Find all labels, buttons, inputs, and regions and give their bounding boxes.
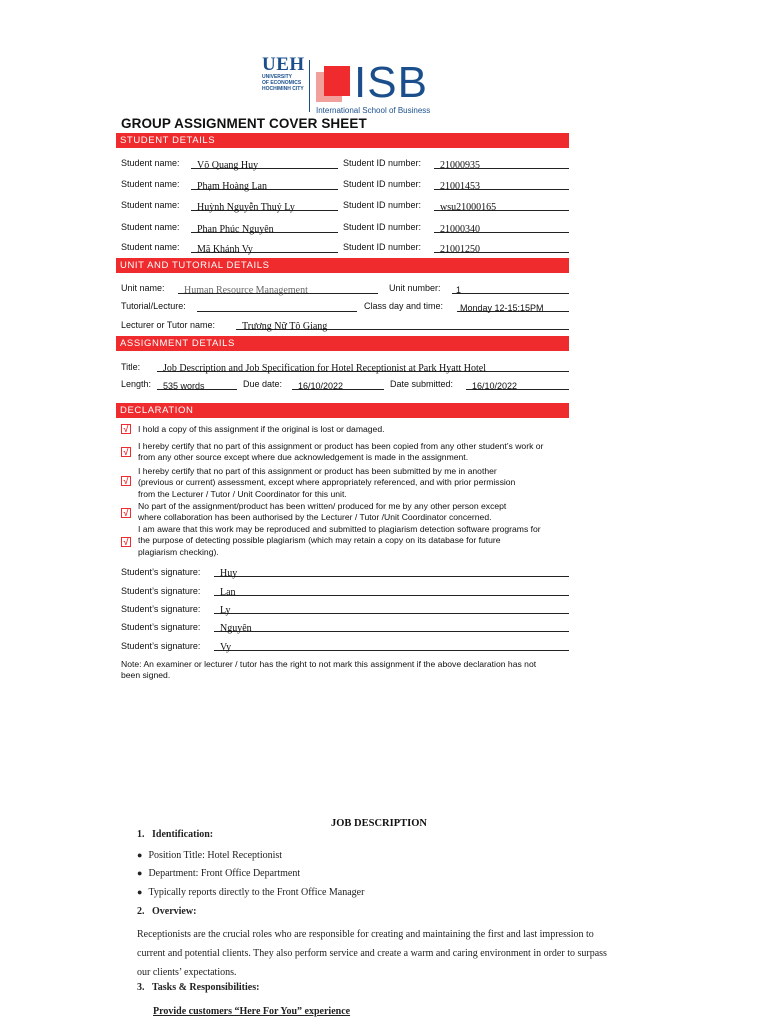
signature-value: Ly [220, 605, 231, 616]
section-header-assignment-details: ASSIGNMENT DETAILS [116, 336, 569, 351]
student-name-label: Student name: [121, 179, 180, 189]
length-label: Length: [121, 379, 152, 389]
ueh-logo-title: UEH [262, 54, 305, 75]
student-name-field [191, 155, 338, 169]
section-header-student-details: STUDENT DETAILS [116, 133, 569, 148]
declaration-checkbox[interactable]: √ [121, 476, 131, 486]
declaration-line: I am aware that this work may be reproduced and submitted to plagiarism detection software programs for [138, 524, 541, 534]
student-name-label: Student name: [121, 242, 180, 252]
declaration-line: I hereby certify that no part of this assignment or product has been copied from any other student’s work or [138, 441, 544, 451]
signature-field [214, 600, 569, 614]
tutorial-label: Tutorial/Lecture: [121, 301, 186, 311]
student-name-value: Võ Quang Huy [197, 160, 259, 171]
signature-label: Student’s signature: [121, 604, 201, 614]
declaration-text [138, 524, 541, 558]
signature-field [214, 563, 569, 577]
student-id-label: Student ID number: [343, 242, 422, 252]
signature-field [214, 582, 569, 596]
declaration-checkbox[interactable]: √ [121, 424, 131, 434]
lecturer-label: Lecturer or Tutor name: [121, 320, 216, 330]
due-date-field [292, 376, 384, 390]
due-date-label: Due date: [243, 379, 283, 389]
due-date-value: 16/10/2022 [298, 381, 344, 391]
unit-number-label: Unit number: [389, 283, 441, 293]
student-id-field [434, 219, 569, 233]
date-submitted-value: 16/10/2022 [472, 381, 518, 391]
student-id-value: wsu21000165 [440, 202, 497, 213]
signature-field [214, 637, 569, 651]
class-day-field [457, 298, 569, 312]
paragraph-line: Receptionists are the crucial roles who are responsible for creating and maintaining the first and last impression to [137, 929, 594, 940]
declaration-line: from the Lecturer / Tutor / Unit Coordinator for this unit. [138, 488, 347, 499]
assignment-title-label: Title: [121, 362, 141, 372]
declaration-note [121, 659, 536, 682]
heading-text: Tasks & Responsibilities: [152, 982, 260, 993]
student-name-label: Student name: [121, 200, 180, 210]
section-heading-tasks [137, 982, 259, 993]
signature-label: Student’s signature: [121, 641, 201, 651]
student-name-value: Phạm Hoàng Lan [197, 181, 267, 192]
student-name-value: Huỳnh Nguyễn Thuỷ Ly [197, 202, 295, 213]
tutorial-field [197, 298, 357, 312]
section-heading-overview [137, 906, 196, 917]
student-id-value: 21001453 [440, 181, 480, 192]
declaration-line: the purpose of detecting possible plagiarism (which may retain a copy on its database for future [138, 535, 501, 546]
unit-name-value: Human Resource Management [184, 285, 308, 296]
student-id-field [434, 197, 569, 211]
bullet-icon: ● [137, 850, 143, 860]
declaration-line: I hold a copy of this assignment if the original is lost or damaged. [138, 424, 385, 434]
heading-number: 2. [137, 906, 145, 917]
paragraph-line: current and potential clients. They also perform service and create a warm and caring environment in order to surpass [137, 948, 607, 959]
section-header-declaration: DECLARATION [116, 403, 569, 418]
student-name-field [191, 239, 338, 253]
unit-name-label: Unit name: [121, 283, 165, 293]
bullet-icon: ● [137, 887, 143, 897]
student-id-label: Student ID number: [343, 179, 422, 189]
logo-divider [309, 60, 310, 112]
declaration-line: from any other source except where due acknowledgement is made in the assignment. [138, 452, 469, 463]
signature-value: Vy [220, 642, 232, 653]
list-item-text: Position Title: Hotel Receptionist [148, 850, 283, 861]
assignment-title-value: Job Description and Job Specification for Hotel Receptionist at Park Hyatt Hotel [163, 363, 486, 374]
student-id-label: Student ID number: [343, 200, 422, 210]
overview-paragraph [137, 925, 607, 982]
tasks-subheading: Provide customers “Here For You” experience [153, 1006, 351, 1017]
student-id-field [434, 176, 569, 190]
bullet-icon: ● [137, 868, 143, 878]
list-item [137, 887, 364, 898]
signature-field [214, 618, 569, 632]
ueh-logo-line: HOCHIMINH CITY [262, 86, 304, 92]
unit-name-field [178, 280, 378, 294]
lecturer-value: Trương Nữ Tô Giang [242, 321, 328, 332]
heading-number: 3. [137, 982, 145, 993]
declaration-line: No part of the assignment/product has been written/ produced for me by any other person except [138, 501, 507, 511]
declaration-text [138, 466, 515, 500]
student-id-value: 21000935 [440, 160, 480, 171]
list-item-text: Department: Front Office Department [148, 868, 301, 879]
declaration-checkbox[interactable]: √ [121, 537, 131, 547]
heading-number: 1. [137, 829, 145, 840]
paragraph-line: our clients’ expectations. [137, 967, 237, 978]
lecturer-field [236, 316, 569, 330]
length-field [157, 376, 237, 390]
declaration-text [138, 501, 506, 524]
note-line: been signed. [121, 670, 171, 681]
page-title: GROUP ASSIGNMENT COVER SHEET [121, 116, 367, 131]
student-id-value: 21001250 [440, 244, 480, 255]
class-day-value: Monday 12-15:15PM [460, 303, 544, 313]
length-value: 535 words [163, 381, 205, 391]
declaration-text [138, 441, 543, 464]
student-name-value: Phan Phúc Nguyên [197, 224, 274, 235]
signature-value: Lan [220, 587, 236, 598]
student-id-field [434, 239, 569, 253]
student-id-label: Student ID number: [343, 222, 422, 232]
list-item [137, 850, 282, 861]
student-name-field [191, 197, 338, 211]
unit-number-value: 1 [456, 285, 462, 295]
student-name-value: Mã Khánh Vy [197, 244, 253, 255]
signature-value: Huy [220, 568, 238, 579]
list-item [137, 868, 300, 879]
ueh-logo-line: UNIVERSITY [262, 74, 293, 80]
signature-label: Student’s signature: [121, 567, 201, 577]
job-description-title: JOB DESCRIPTION [331, 818, 427, 829]
student-id-label: Student ID number: [343, 158, 422, 168]
student-name-label: Student name: [121, 222, 180, 232]
section-header-unit-details: UNIT AND TUTORIAL DETAILS [116, 258, 569, 273]
unit-number-field [452, 280, 569, 294]
isb-logo-title: ISB [354, 58, 428, 107]
list-item-text: Typically reports directly to the Front Office Manager [148, 887, 365, 898]
declaration-checkbox[interactable]: √ [121, 508, 131, 518]
signature-label: Student’s signature: [121, 622, 201, 632]
student-id-value: 21000340 [440, 224, 480, 235]
isb-logo-mark-icon [316, 66, 352, 106]
student-name-label: Student name: [121, 158, 180, 168]
date-submitted-label: Date submitted: [390, 379, 454, 389]
isb-logo-subtitle: International School of Business [316, 106, 431, 115]
declaration-line: plagiarism checking). [138, 546, 219, 557]
declaration-text [138, 424, 385, 435]
note-line: Note: An examiner or lecturer / tutor has the right to not mark this assignment if the above declaration has not [121, 659, 537, 669]
heading-text: Overview: [152, 906, 197, 917]
heading-text: Identification: [152, 829, 214, 840]
declaration-line: I hereby certify that no part of this assignment or product has been submitted by me in another [138, 466, 497, 476]
ueh-logo-line: OF ECONOMICS [262, 80, 302, 86]
ueh-logo [262, 56, 306, 92]
declaration-line: (previous or current) assessment, except where appropriately referenced, and with prior permission [138, 477, 516, 488]
student-name-field [191, 176, 338, 190]
declaration-checkbox[interactable]: √ [121, 447, 131, 457]
section-heading-identification [137, 829, 213, 840]
signature-label: Student’s signature: [121, 586, 201, 596]
assignment-title-field [157, 358, 569, 372]
signature-value: Nguyên [220, 623, 252, 634]
student-name-field [191, 219, 338, 233]
student-id-field [434, 155, 569, 169]
declaration-line: where collaboration has been authorised by the Lecturer / Tutor /Unit Coordinator concerned. [138, 512, 492, 523]
date-submitted-field [466, 376, 569, 390]
class-day-label: Class day and time: [364, 301, 444, 311]
